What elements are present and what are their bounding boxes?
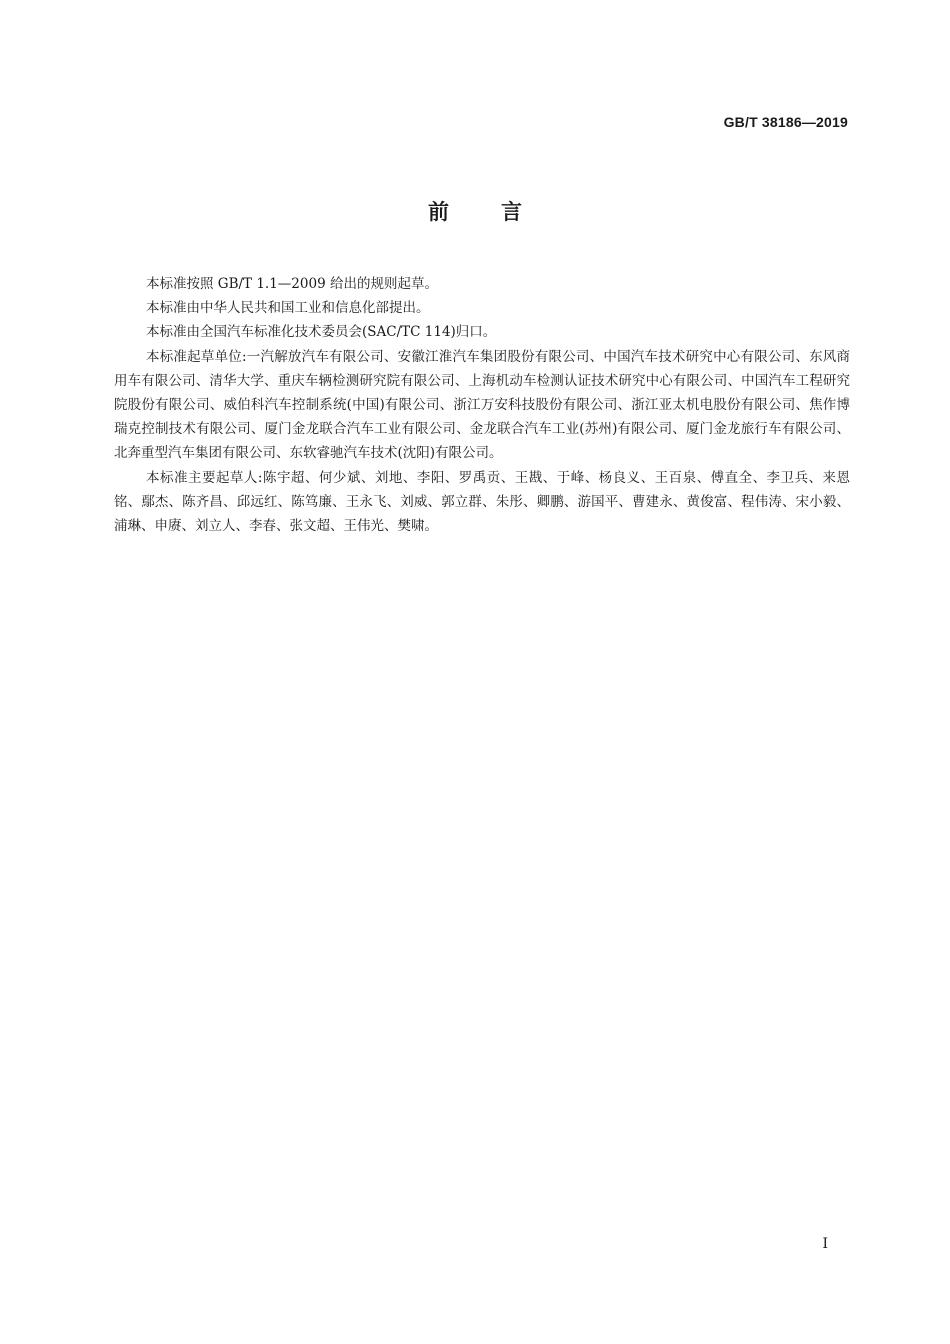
paragraph-proposer: 本标准由中华人民共和国工业和信息化部提出。	[146, 300, 430, 317]
paragraph-drafting-units: 本标准起草单位:一汽解放汽车有限公司、安徽江淮汽车集团股份有限公司、中国汽车技术研究中心有限公司、东风商用车有限公司、清华大学、重庆车辆检测研究院有限公司、上海机动车检测认证技术研究中心有限公司、中国汽车工程研究院股份有限公司、威伯科汽车控制系统(中国)有限公司、浙江万安科技股份有限公司、浙江亚太机电股份有限公司、焦作博瑞克控制技术有限公司、厦门金龙联合汽车工业有限公司、金龙联合汽车工业(苏州)有限公司、厦门金龙旅行车有限公司、北奔重型汽车集团有限公司、东软睿驰汽车技术(沈阳)有限公司。	[114, 348, 850, 462]
paragraph-main-drafters: 本标准主要起草人:陈宇超、何少斌、刘地、李阳、罗禹贡、王戡、于峰、杨良义、王百泉、傅直全、李卫兵、来恩铭、鄢杰、陈齐昌、邱远红、陈笃廉、王永飞、刘威、郭立群、朱彤、卿鹏、游国平、曹建永、黄俊富、程伟涛、宋小毅、浦琳、申赓、刘立人、李春、张文超、王伟光、樊啸。	[114, 469, 850, 535]
page-title: 前言	[428, 200, 574, 224]
paragraph-technical-committee: 本标准由全国汽车标准化技术委员会(SAC/TC 114)归口。	[146, 324, 497, 341]
page-number: I	[822, 1236, 828, 1252]
standard-number: GB/T 38186—2019	[723, 114, 848, 130]
foreword-body	[114, 272, 850, 538]
paragraph-drafting-rules: 本标准按照 GB/T 1.1—2009 给出的规则起草。	[146, 276, 438, 292]
